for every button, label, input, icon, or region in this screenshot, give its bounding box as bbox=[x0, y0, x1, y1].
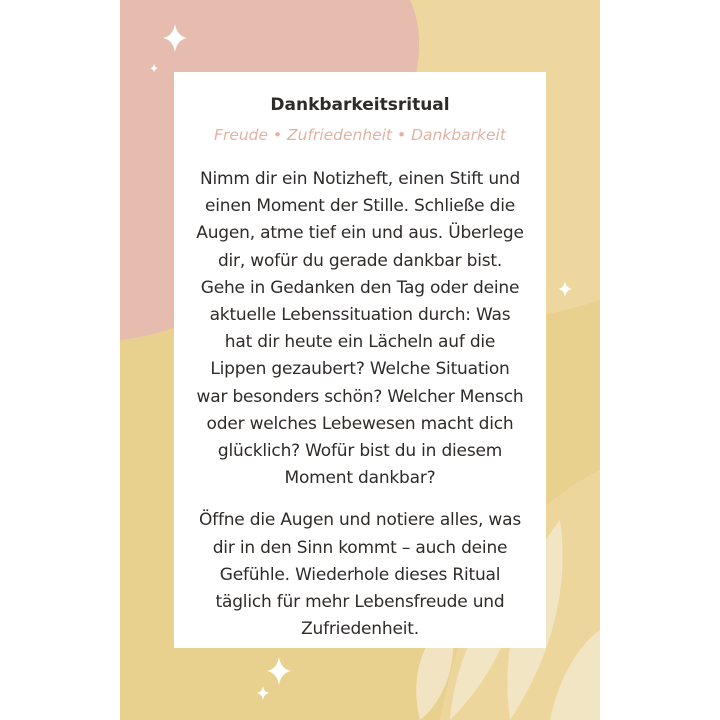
card-title: Dankbarkeitsritual bbox=[270, 95, 450, 115]
text-panel bbox=[174, 72, 546, 648]
sparkle-icon bbox=[267, 657, 291, 685]
card-subtitle: Freude • Zufriedenheit • Dankbarkeit bbox=[214, 126, 506, 144]
gratitude-card bbox=[120, 0, 600, 720]
sparkle-icon bbox=[257, 686, 269, 700]
body-paragraph-1: Nimm dir ein Notizheft, einen Stift und einen Moment der Stille. Schließe die Augen, atme tief ein und aus. Überlege dir, wofür du gerade dankbar bist. Gehe in Gedanken den Tag oder deine aktuelle Lebenssituation durch: Was hat dir heute ein Lächeln auf die Lippen gezaubert? Welche Situation war besonders schön? Welcher Mensch oder welches Lebewesen macht dich glücklich? Wofür bist du in diesem Moment dankbar? bbox=[196, 169, 524, 489]
body-paragraph-2: Öffne die Augen und notiere alles, was dir in den Sinn kommt – auch deine Gefühle. Wiederhole dieses Ritual täglich für mehr Lebensfreude und Zufriedenheit. bbox=[198, 510, 521, 640]
